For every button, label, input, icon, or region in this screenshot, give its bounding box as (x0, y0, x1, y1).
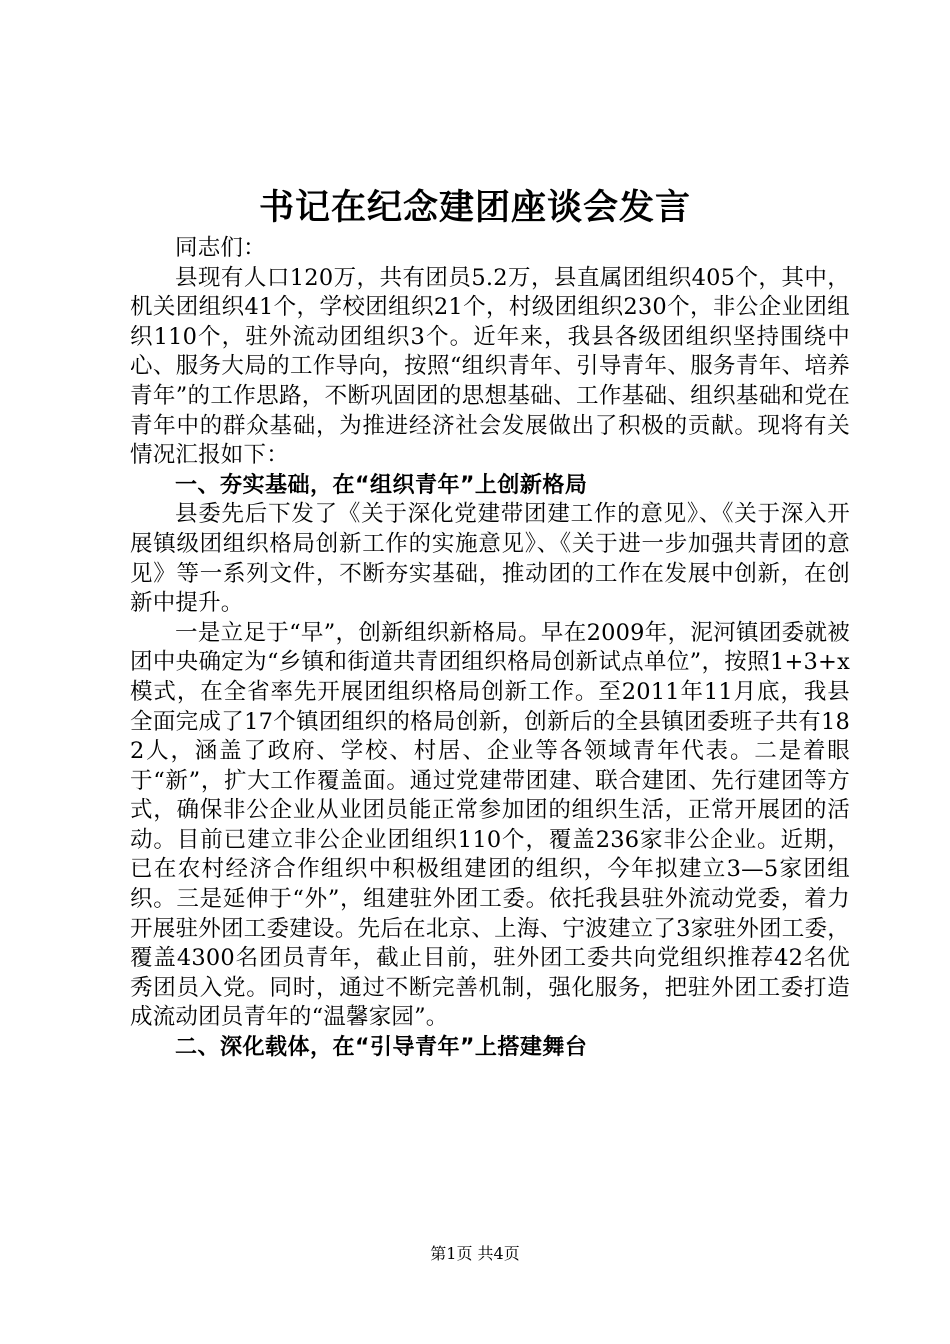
intro-paragraph: 县现有人口120万，共有团员5.2万，县直属团组织405个，其中，机关团组织41个，学校团组织21个，村级团组织230个，非公企业团组织110个，驻外流动团组织3个。近年来，我县各级团组织坚持围绕中心、服务大局的工作导向，按照“组织青年、引导青年、服务青年、培养青年”的工作思路，不断巩固团的思想基础、工作基础、组织基础和党在青年中的群众基础，为推进经济社会发展做出了积极的贡献。现将有关情况汇报如下： (130, 264, 850, 469)
section-heading-1: 一、夯实基础，在“组织青年”上创新格局 (175, 472, 588, 498)
section-heading-2: 二、深化载体，在“引导青年”上搭建舞台 (175, 1035, 588, 1061)
salutation: 同志们： (175, 235, 266, 261)
page-footer: 第1页 共4页 (430, 1244, 520, 1263)
section1-intro-paragraph: 县委先后下发了《关于深化党建带团建工作的意见》、《关于深入开展镇级团组织格局创新工作的实施意见》、《关于进一步加强共青团的意见》等一系列文件，不断夯实基础，推动团的工作在发展中创新，在创新中提升。 (130, 501, 850, 617)
document-body (130, 234, 850, 1063)
document-title: 书记在纪念建团座谈会发言 (258, 187, 691, 228)
section1-body-paragraph: 一是立足于“早”，创新组织新格局。早在2009年，泥河镇团委就被团中央确定为“乡镇和街道共青团组织格局创新试点单位”，按照1+3+x模式，在全省率先开展团组织格局创新工作。至2011年11月底，我县全面完成了17个镇团组织的格局创新，创新后的全县镇团委班子共有182人，涵盖了政府、学校、村居、企业等各领域青年代表。二是着眼于“新”，扩大工作覆盖面。通过党建带团建、联合建团、先行建团等方式，确保非公企业从业团员能正常参加团的组织生活，正常开展团的活动。目前已建立非公企业团组织110个，覆盖236家非公企业。近期，已在农村经济合作组织中积极组建团的组织，今年拟建立3—5家团组织。三是延伸于“外”，组建驻外团工委。依托我县驻外流动党委，着力开展驻外团工委建设。先后在北京、上海、宁波建立了3家驻外团工委，覆盖4300名团员青年，截止目前，驻外团工委共向党组织推荐42名优秀团员入党。同时，通过不断完善机制，强化服务，把驻外团工委打造成流动团员青年的“温馨家园”。 (130, 619, 850, 1031)
